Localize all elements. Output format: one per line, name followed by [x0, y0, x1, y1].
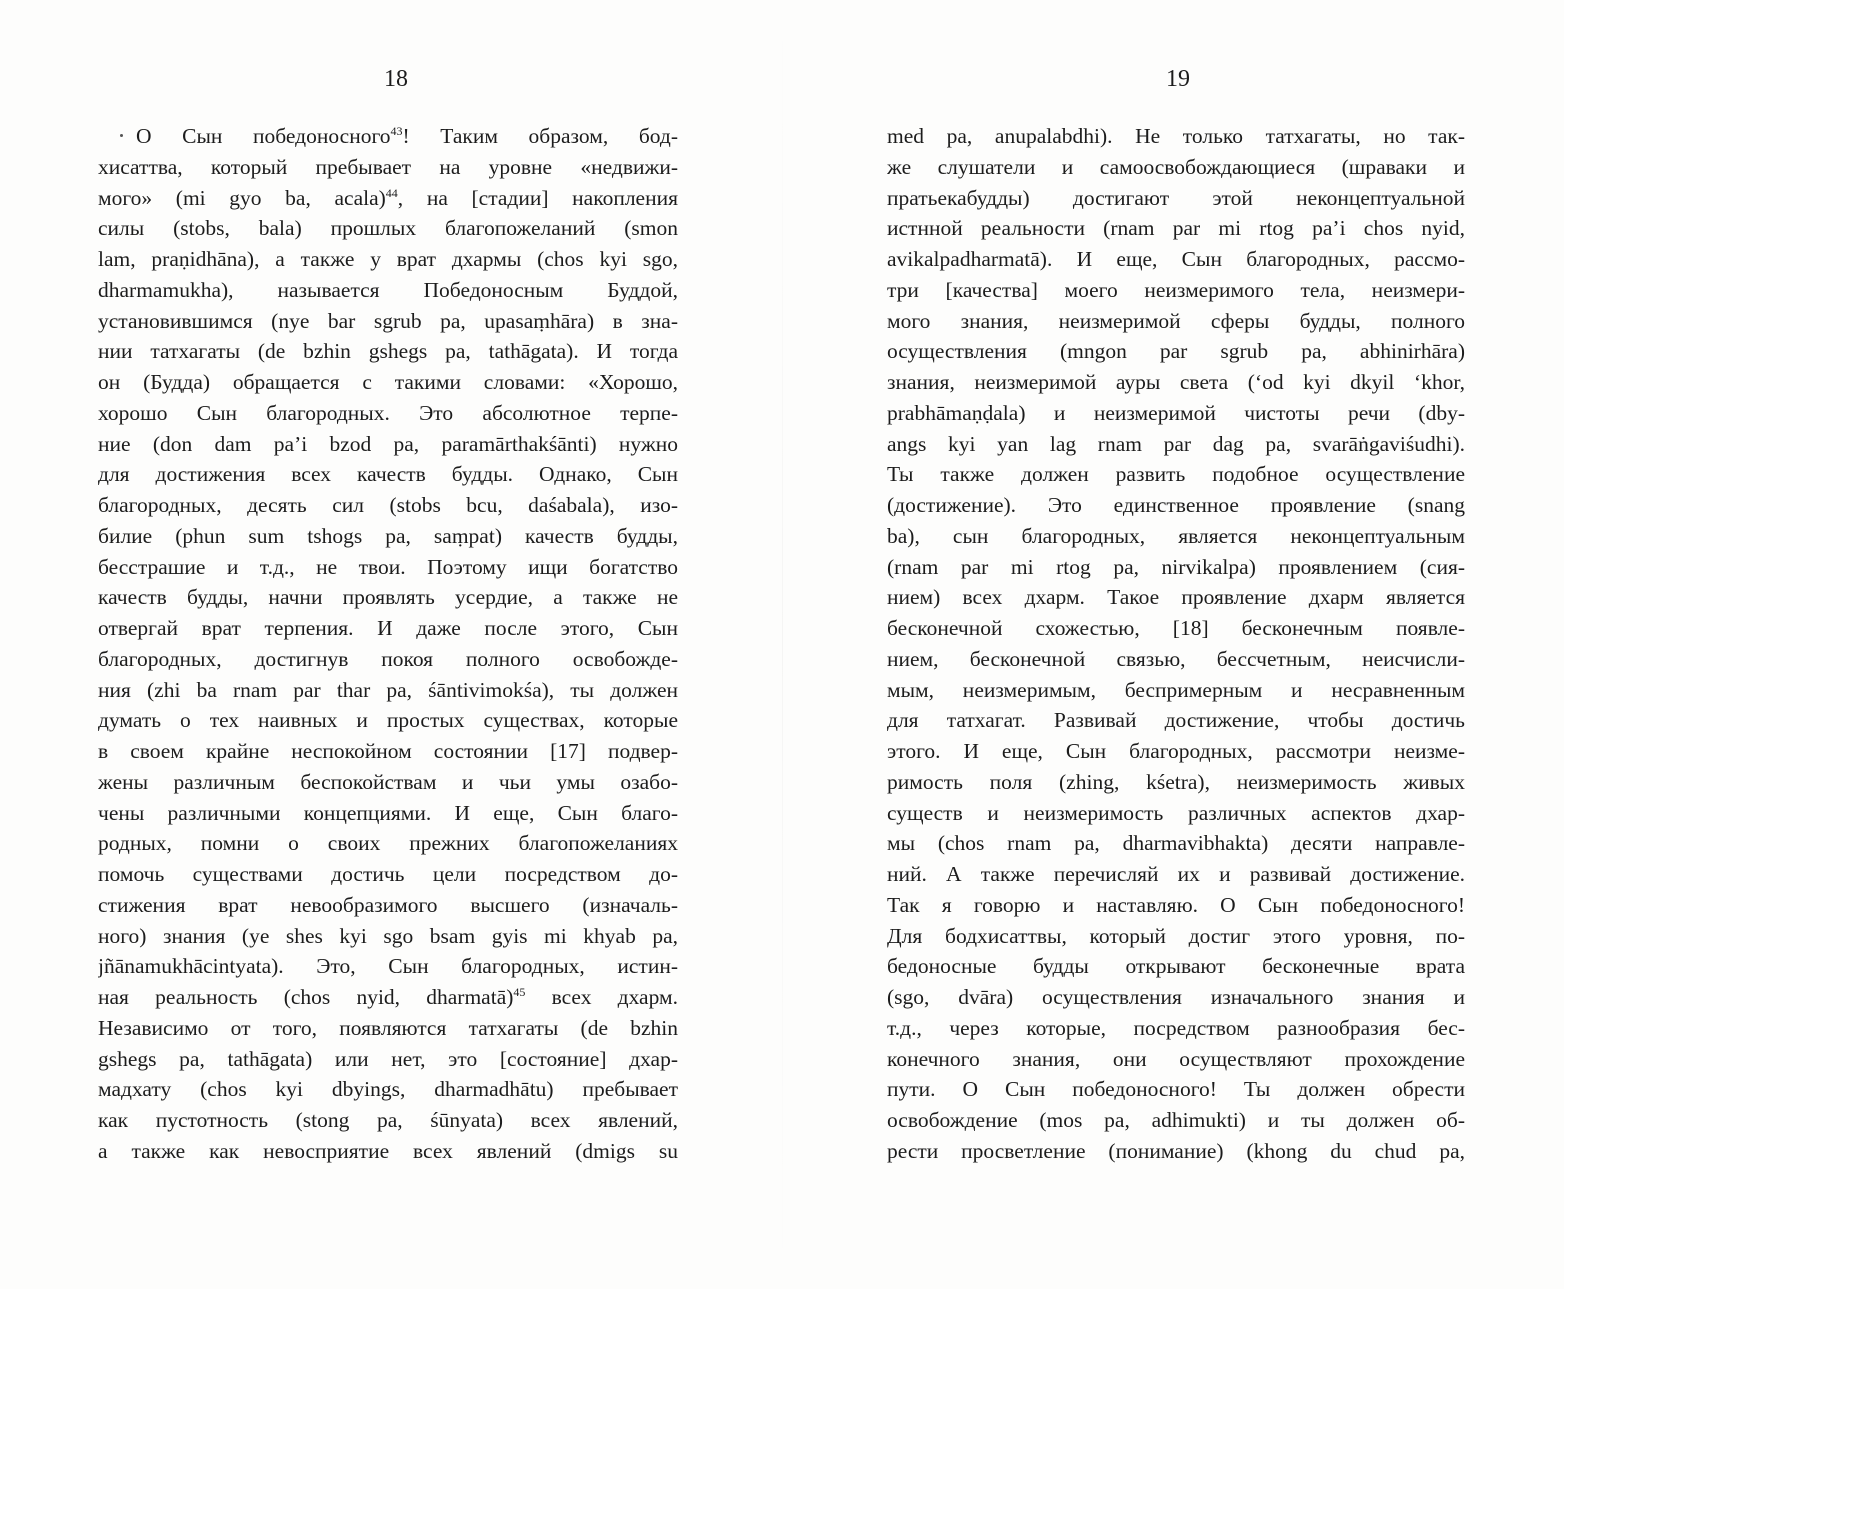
text-line: конечного знания, они осуществляют прохождение: [887, 1046, 1465, 1071]
page-gutter: [782, 0, 783, 1289]
text-line: [98, 982, 678, 1013]
page-number-left: 18: [384, 66, 408, 92]
text-line: пратьекабудды) достигают этой неконцептуальной: [887, 185, 1465, 210]
text-line: angs kyi yan lag rnam par dag pa, svarāṅgaviśudhi).: [887, 431, 1465, 456]
text-line-continuation: ! Таким образом, бод-: [402, 124, 678, 148]
text-line: (rnam par mi rtog pa, nirvikalpa) проявлением (сия-: [887, 554, 1465, 579]
text-line-content: О Сын победоносного: [136, 124, 391, 148]
text-line: мым, неизмеримым, беспримерным и несравненным: [887, 677, 1465, 702]
text-line: мого знания, неизмеримой сферы будды, полного: [887, 308, 1465, 333]
text-line: три [качества] моего неизмеримого тела, неизмери-: [887, 277, 1465, 302]
right-page: [887, 0, 1465, 1289]
text-line: ba), сын благородных, является неконцептуальным: [887, 523, 1465, 548]
text-line: билие (phun sum tshogs pa, saṃpat) качеств будды,: [98, 523, 678, 548]
text-line: (sgo, dvāra) осуществления изначального знания и: [887, 985, 1465, 1009]
text-line-continuation: всех дхарм.: [525, 985, 678, 1009]
text-line: а также как невосприятие всех явлений (dmigs su: [98, 1138, 678, 1163]
text-line: Для бодхисаттвы, который достиг этого уровня, по-: [887, 923, 1465, 948]
text-line: [98, 121, 678, 152]
text-line: как пустотность (stong pa, śūnyata) всех явлений,: [98, 1108, 678, 1132]
text-line: мадхату (chos kyi dbyings, dharmadhātu) пребывает: [98, 1077, 678, 1102]
text-line: в своем крайне неспокойном состоянии [17] подвер-: [98, 739, 678, 763]
text-line: рести просветление (понимание) (khong du chud pa,: [887, 1138, 1465, 1163]
text-line: нием) всех дхарм. Такое проявление дхарм является: [887, 585, 1465, 610]
text-line: хорошо Сын благородных. Это абсолютное терпе-: [98, 400, 678, 425]
text-line: для достижения всех качеств будды. Однако, Сын: [98, 462, 678, 487]
text-line: отвергай врат терпения. И даже после этого, Сын: [98, 616, 678, 640]
page-number-right: 19: [1166, 66, 1190, 92]
text-line: бесстрашие и т.д., не твои. Поэтому ищи богатство: [98, 554, 678, 579]
text-line: dharmamukha), называется Победоносным Буддой,: [98, 277, 678, 302]
text-line: он (Будда) обращается с такими словами: «Хорошо,: [98, 370, 678, 394]
left-page-text: [98, 121, 678, 1167]
text-line: т.д., через которые, посредством разнообразия бес-: [887, 1015, 1465, 1040]
text-line: римость поля (zhing, kśetra), неизмеримость живых: [887, 769, 1465, 794]
footnote-ref: 43: [390, 123, 403, 138]
text-line: существ и неизмеримость различных аспектов дхар-: [887, 800, 1465, 825]
text-line-content: ная реальность (chos nyid, dharmatā): [98, 985, 514, 1009]
text-line: Независимо от того, появляются татхагаты (de bzhin: [98, 1015, 678, 1040]
text-line: prabhāmaṇḍala) и неизмеримой чистоты речи (dby-: [887, 400, 1465, 425]
text-line: Ты также должен развить подобное осуществление: [887, 462, 1465, 487]
footnote-ref: 45: [513, 984, 526, 999]
text-line: (достижение). Это единственное проявление (snang: [887, 493, 1465, 517]
text-line: установившимся (nye bar sgrub pa, upasaṃhāra) в зна-: [98, 308, 678, 333]
text-line: нии татхагаты (de bzhin gshegs pa, tathāgata). И тогда: [98, 339, 678, 364]
footnote-ref: 44: [385, 185, 398, 200]
text-line: осуществления (mngon par sgrub pa, abhinirhāra): [887, 339, 1465, 364]
text-line: знания, неизмеримой ауры света (‘od kyi dkyil ‘khor,: [887, 370, 1465, 394]
text-line: качеств будды, начни проявлять усердие, а также не: [98, 585, 678, 610]
text-line: благородных, десять сил (stobs bcu, daśabala), изо-: [98, 493, 678, 517]
text-line: хисаттва, который пребывает на уровне «недвижи-: [98, 154, 678, 179]
text-line: lam, praṇidhāna), а также у врат дхармы (chos kyi sgo,: [98, 247, 678, 271]
text-line: для татхагат. Развивай достижение, чтобы достичь: [887, 708, 1465, 733]
text-line: стижения врат невообразимого высшего (изначаль-: [98, 892, 678, 917]
right-page-text: [887, 121, 1465, 1167]
text-line: родных, помни о своих прежних благопожеланиях: [98, 831, 678, 856]
text-line: med pa, anupalabdhi). Не только татхагаты, но так-: [887, 124, 1465, 148]
text-line: силы (stobs, bala) прошлых благопожеланий (smon: [98, 216, 678, 241]
text-line: чены различными концепциями. И еще, Сын благо-: [98, 800, 678, 825]
text-line: благородных, достигнув покоя полного освобожде-: [98, 646, 678, 671]
text-line: avikalpadharmatā). И еще, Сын благородных, рассмо-: [887, 247, 1465, 271]
text-line: мы (chos rnam pa, dharmavibhakta) десяти направле-: [887, 831, 1465, 856]
text-line-continuation: , на [стадии] накопления: [397, 185, 678, 210]
text-line: бесконечной схожестью, [18] бесконечным появле-: [887, 616, 1465, 640]
text-line: jñānamukhācintyata). Это, Сын благородных, истин-: [98, 954, 678, 979]
text-line: освобождение (mos pa, adhimukti) и ты должен об-: [887, 1108, 1465, 1132]
text-line: бедоносные будды открывают бесконечные врата: [887, 954, 1465, 979]
text-line: этого. И еще, Сын благородных, рассмотри неизме-: [887, 739, 1465, 763]
text-line: помочь существами достичь цели посредством до-: [98, 862, 678, 886]
text-line: жены различным беспокойствам и чьи умы озабо-: [98, 769, 678, 794]
text-line: истнной реальности (rnam par mi rtog pa’i chos nyid,: [887, 216, 1465, 241]
text-line: думать о тех наивных и простых существах, которые: [98, 708, 678, 733]
text-line: Так я говорю и наставляю. О Сын победоносного!: [887, 892, 1465, 917]
text-line: же слушатели и самоосвобождающиеся (шраваки и: [887, 154, 1465, 179]
text-line: gshegs pa, tathāgata) или нет, это [состояние] дхар-: [98, 1046, 678, 1071]
left-page: [98, 0, 678, 1289]
text-line: ние (don dam pa’i bzod pa, paramārthakśānti) нужно: [98, 431, 678, 456]
text-line: ния (zhi ba rnam par thar pa, śāntivimokśa), ты должен: [98, 677, 678, 702]
text-line: пути. О Сын победоносного! Ты должен обрести: [887, 1077, 1465, 1102]
text-line: [98, 183, 678, 214]
text-line: ний. А также перечисляй их и развивай достижение.: [887, 862, 1465, 886]
text-line: нием, бесконечной связью, бессчетным, неисчисли-: [887, 646, 1465, 671]
text-line: ного) знания (ye shes kyi sgo bsam gyis mi khyab pa,: [98, 923, 678, 948]
text-line-content: мого» (mi gyo ba, acala): [98, 185, 386, 210]
